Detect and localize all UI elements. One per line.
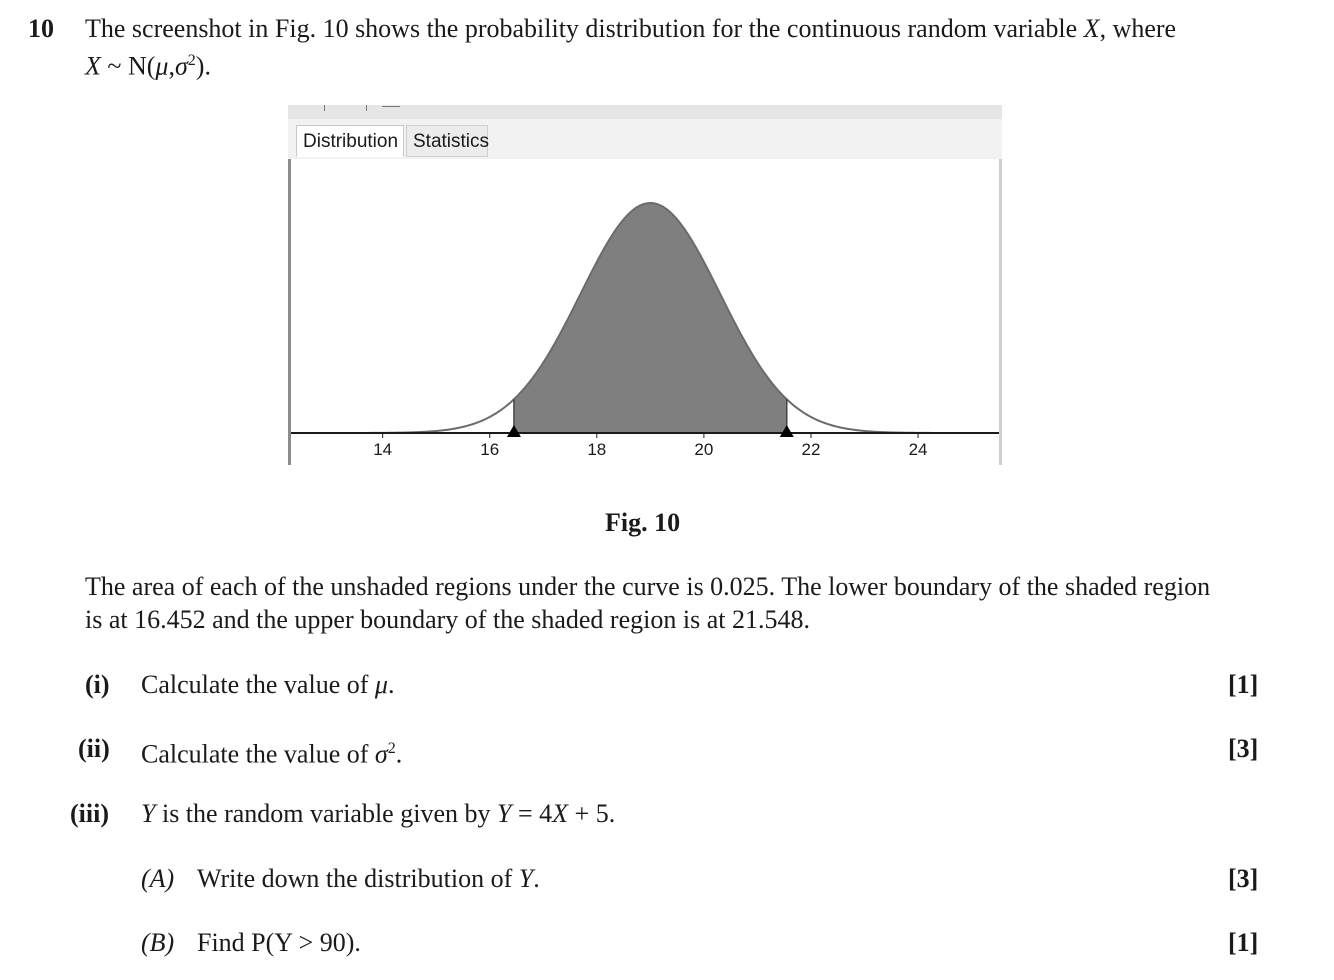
part-b-marks: [1]: [1228, 928, 1259, 957]
toolbar-tick: [324, 105, 325, 111]
x-tick-label-24: 24: [908, 440, 928, 459]
normal-distribution-chart: [291, 159, 999, 465]
question-intro-line1: The screenshot in Fig. 10 shows the probability distribution for the continuous random variable X, where: [85, 14, 1177, 43]
info-line1: The area of each of the unshaded regions under the curve is 0.025. The lower boundary of the shaded region: [85, 572, 1211, 601]
shaded-region: [514, 203, 787, 433]
part-a-label: (A): [141, 864, 175, 893]
part-b-text: Find P(Y > 90).: [197, 928, 361, 957]
tab-distribution[interactable]: Distribution: [296, 125, 404, 157]
x-tick-label-22: 22: [801, 440, 821, 459]
part-ii-label: (ii): [78, 734, 110, 763]
distribution-screenshot: [288, 105, 1002, 465]
part-i-marks: [1]: [1228, 670, 1259, 699]
tab-statistics[interactable]: Statistics: [406, 125, 488, 157]
part-i-label: (i): [85, 670, 110, 699]
part-a-marks: [3]: [1228, 864, 1259, 893]
question-intro-line2: X ~ $N(\mu,\sigma^2)$.: [85, 51, 211, 81]
toolbar-dash: [382, 106, 400, 107]
toolbar-strip: [288, 105, 1002, 120]
part-iii-text: Y is the random variable given by Y = 4X + 5.: [141, 799, 616, 828]
question-number: 10: [28, 14, 54, 43]
part-i-text: Calculate the value of μ.: [141, 670, 395, 699]
part-ii-marks: [3]: [1228, 734, 1259, 763]
x-tick-label-14: 14: [373, 440, 393, 459]
part-ii-text: Calculate the value of $\sigma^2$.: [141, 739, 403, 769]
x-tick-label-20: 20: [694, 440, 714, 459]
tab-bar: [288, 119, 1002, 160]
part-b-label: (B): [141, 928, 175, 957]
x-tick-label-18: 18: [587, 440, 607, 459]
toolbar-tick: [366, 105, 367, 111]
part-iii-label: (iii): [70, 799, 109, 828]
figure-caption: Fig. 10: [605, 508, 681, 537]
x-tick-label-16: 16: [480, 440, 500, 459]
part-a-text: Write down the distribution of Y.: [197, 864, 540, 893]
info-line2: is at 16.452 and the upper boundary of the shaded region is at 21.548.: [85, 605, 810, 634]
plot-area: [288, 159, 1002, 465]
